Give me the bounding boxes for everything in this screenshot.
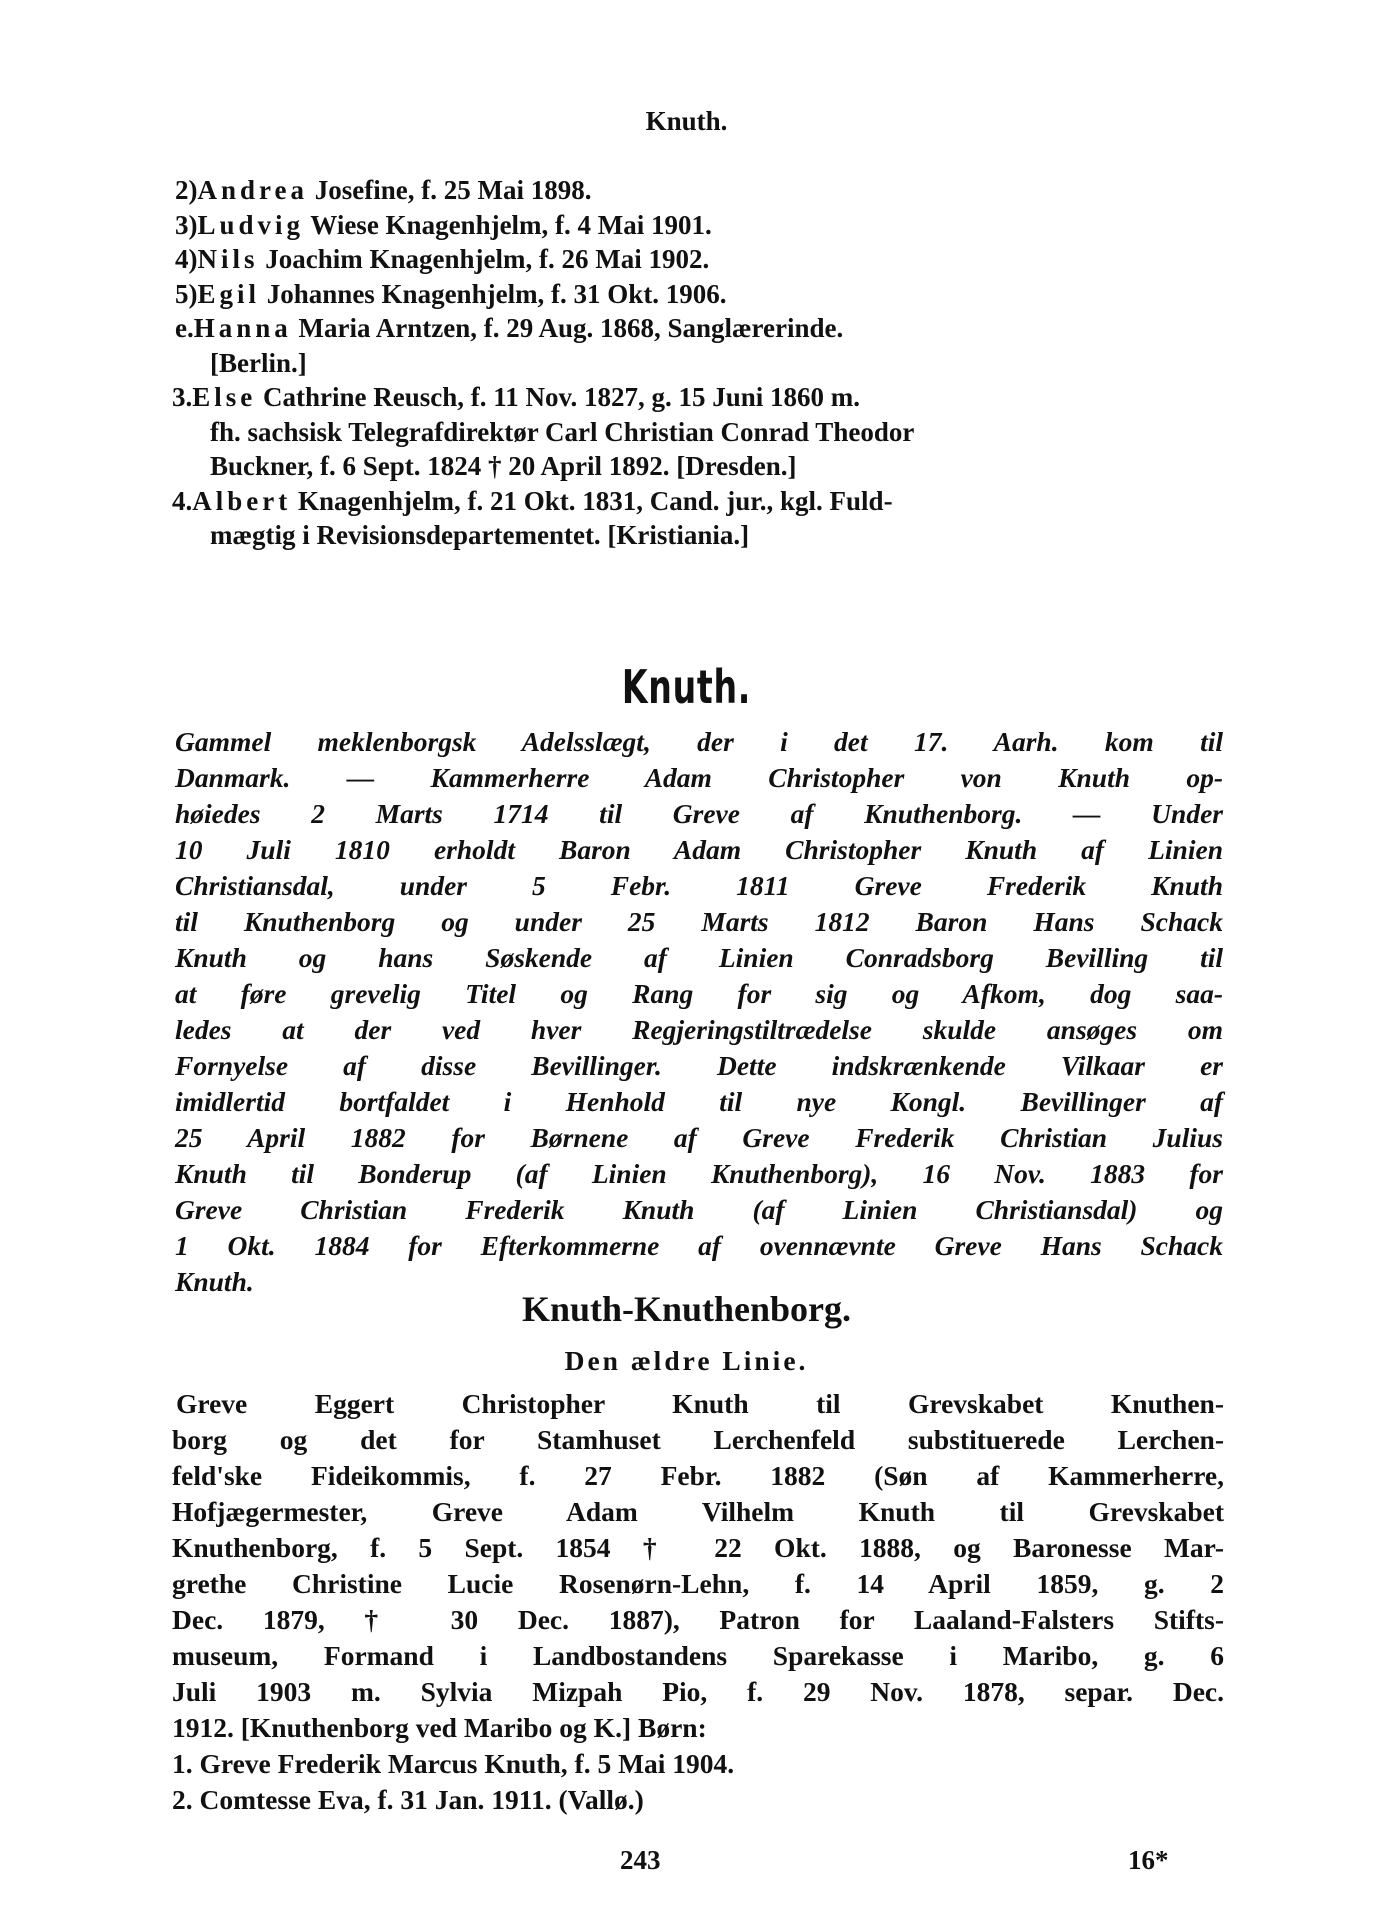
intro-line: Greve Christian Frederik Knuth (af Linien Christiansdal) og	[175, 1194, 1223, 1225]
body-line: museum, Formand i Landbostandens Sparekasse i Maribo, g. 6	[172, 1640, 1224, 1671]
entry-name: Hanna	[193, 313, 292, 343]
entry-line	[172, 518, 1222, 553]
body-line: 1912. [Knuthenborg ved Maribo og K.] Børn:	[172, 1712, 707, 1743]
body-line: Hofjægermester, Greve Adam Vilhelm Knuth til Grevskabet	[172, 1496, 1224, 1527]
running-head: Knuth.	[645, 106, 728, 136]
entry-name: Nils	[197, 244, 259, 274]
intro-line: høiedes 2 Marts 1714 til Greve af Knuthenborg. — Under	[175, 798, 1223, 829]
entry-text: mægtig i Revisionsdepartementet. [Kristiania.]	[210, 520, 750, 550]
intro-line: imidlertid bortfaldet i Henhold til nye Kongl. Bevillinger af	[175, 1086, 1223, 1117]
intro-line: Danmark. — Kammerherre Adam Christopher von Knuth op-	[175, 762, 1223, 793]
entry-name: Andrea	[197, 175, 309, 205]
entry-name: Egil	[197, 278, 261, 309]
intro-line: Knuth.	[175, 1266, 254, 1297]
entry-text: Buckner, f. 6 Sept. 1824 † 20 April 1892. [Dresden.]	[210, 451, 797, 481]
entry-text: Cathrine Reusch, f. 11 Nov. 1827, g. 15 Juni 1860 m.	[256, 382, 861, 412]
body-line: grethe Christine Lucie Rosenørn-Lehn, f. 14 April 1859, g. 2	[172, 1568, 1224, 1599]
intro-line: Christiansdal, under 5 Febr. 1811 Greve Frederik Knuth	[175, 870, 1223, 901]
family-introduction	[175, 724, 1223, 1300]
intro-line: til Knuthenborg og under 25 Marts 1812 Baron Hans Schack	[175, 906, 1223, 937]
signature-mark: 16*	[1128, 1845, 1169, 1875]
body-line: Greve Eggert Christopher Knuth til Grevskabet Knuthen-	[176, 1388, 1224, 1419]
intro-line: Gammel meklenborgsk Adelsslægt, der i det 17. Aarh. kom til	[175, 726, 1223, 757]
section-body	[172, 1386, 1224, 1818]
entry-number: 3.	[172, 382, 193, 412]
entry-text: Johannes Knagenhjelm, f. 31 Okt. 1906.	[260, 278, 727, 309]
body-line: feld'ske Fideikommis, f. 27 Febr. 1882 (Søn af Kammerherre,	[172, 1460, 1224, 1491]
intro-line: Fornyelse af disse Bevillinger. Dette indskrænkende Vilkaar er	[175, 1050, 1223, 1081]
entry-name: Ludvig	[197, 209, 305, 240]
subsection-title: Den ældre Linie.	[564, 1345, 809, 1376]
body-line: borg og det for Stamhuset Lerchenfeld substituerede Lerchen-	[172, 1424, 1224, 1455]
entry-line	[172, 484, 1222, 519]
entry-number: 4)	[175, 244, 198, 274]
entry-text: Josefine, f. 25 Mai 1898.	[308, 175, 592, 205]
body-line: Juli 1903 m. Sylvia Mizpah Pio, f. 29 Nov. 1878, separ. Dec.	[172, 1676, 1224, 1707]
entry-line	[172, 415, 1222, 450]
page-number: 243	[620, 1845, 661, 1875]
intro-line: Knuth og hans Søskende af Linien Conradsborg Bevilling til	[175, 942, 1223, 973]
entry-text: Knagenhjelm, f. 21 Okt. 1831, Cand. jur., kgl. Fuld-	[291, 485, 893, 516]
family-title: Knuth.	[621, 660, 752, 714]
intro-line: 25 April 1882 for Børnene af Greve Frederik Christian Julius	[175, 1122, 1223, 1153]
body-line: Dec. 1879, † 30 Dec. 1887), Patron for Laaland-Falsters Stifts-	[172, 1604, 1224, 1635]
entry-number: 4.	[172, 485, 193, 516]
intro-line: 1 Okt. 1884 for Efterkommerne af ovennævnte Greve Hans Schack	[175, 1230, 1223, 1261]
intro-line: 10 Juli 1810 erholdt Baron Adam Christopher Knuth af Linien	[175, 834, 1223, 865]
entry-text: Maria Arntzen, f. 29 Aug. 1868, Sanglærerinde.	[291, 313, 844, 343]
entry-text: Wiese Knagenhjelm, f. 4 Mai 1901.	[304, 209, 712, 240]
entry-number: 5)	[175, 278, 198, 309]
entry-line	[172, 380, 1222, 415]
entry-number: e.	[175, 313, 194, 343]
entry-line	[172, 208, 1222, 243]
entry-line	[172, 277, 1222, 312]
entry-number: 2)	[175, 175, 198, 205]
entry-line	[172, 311, 1222, 346]
entry-text: fh. sachsisk Telegrafdirektør Carl Christian Conrad Theodor	[210, 416, 915, 447]
section-title: Knuth-Knuthenborg.	[521, 1289, 852, 1329]
body-line: Knuthenborg, f. 5 Sept. 1854 † 22 Okt. 1888, og Baronesse Mar-	[172, 1532, 1224, 1563]
intro-line: Knuth til Bonderup (af Linien Knuthenborg), 16 Nov. 1883 for	[175, 1158, 1223, 1189]
entry-name: Albert	[192, 485, 292, 516]
entry-line	[172, 346, 1222, 381]
child-entry: 2. Comtesse Eva, f. 31 Jan. 1911. (Vallø.)	[172, 1784, 644, 1815]
intro-line: ledes at der ved hver Regjeringstiltrædelse skulde ansøges om	[175, 1014, 1223, 1045]
entry-text: Joachim Knagenhjelm, f. 26 Mai 1902.	[258, 244, 710, 274]
child-entry: 1. Greve Frederik Marcus Knuth, f. 5 Mai 1904.	[172, 1748, 735, 1779]
intro-line: at føre grevelig Titel og Rang for sig og Afkom, dog saa-	[175, 978, 1223, 1009]
continued-genealogy-entries	[172, 173, 1222, 553]
entry-name: Else	[192, 382, 257, 412]
entry-number: 3)	[175, 209, 198, 240]
entry-line	[172, 449, 1222, 484]
entry-line	[172, 242, 1222, 277]
entry-line	[172, 173, 1222, 208]
entry-text: [Berlin.]	[210, 347, 307, 378]
